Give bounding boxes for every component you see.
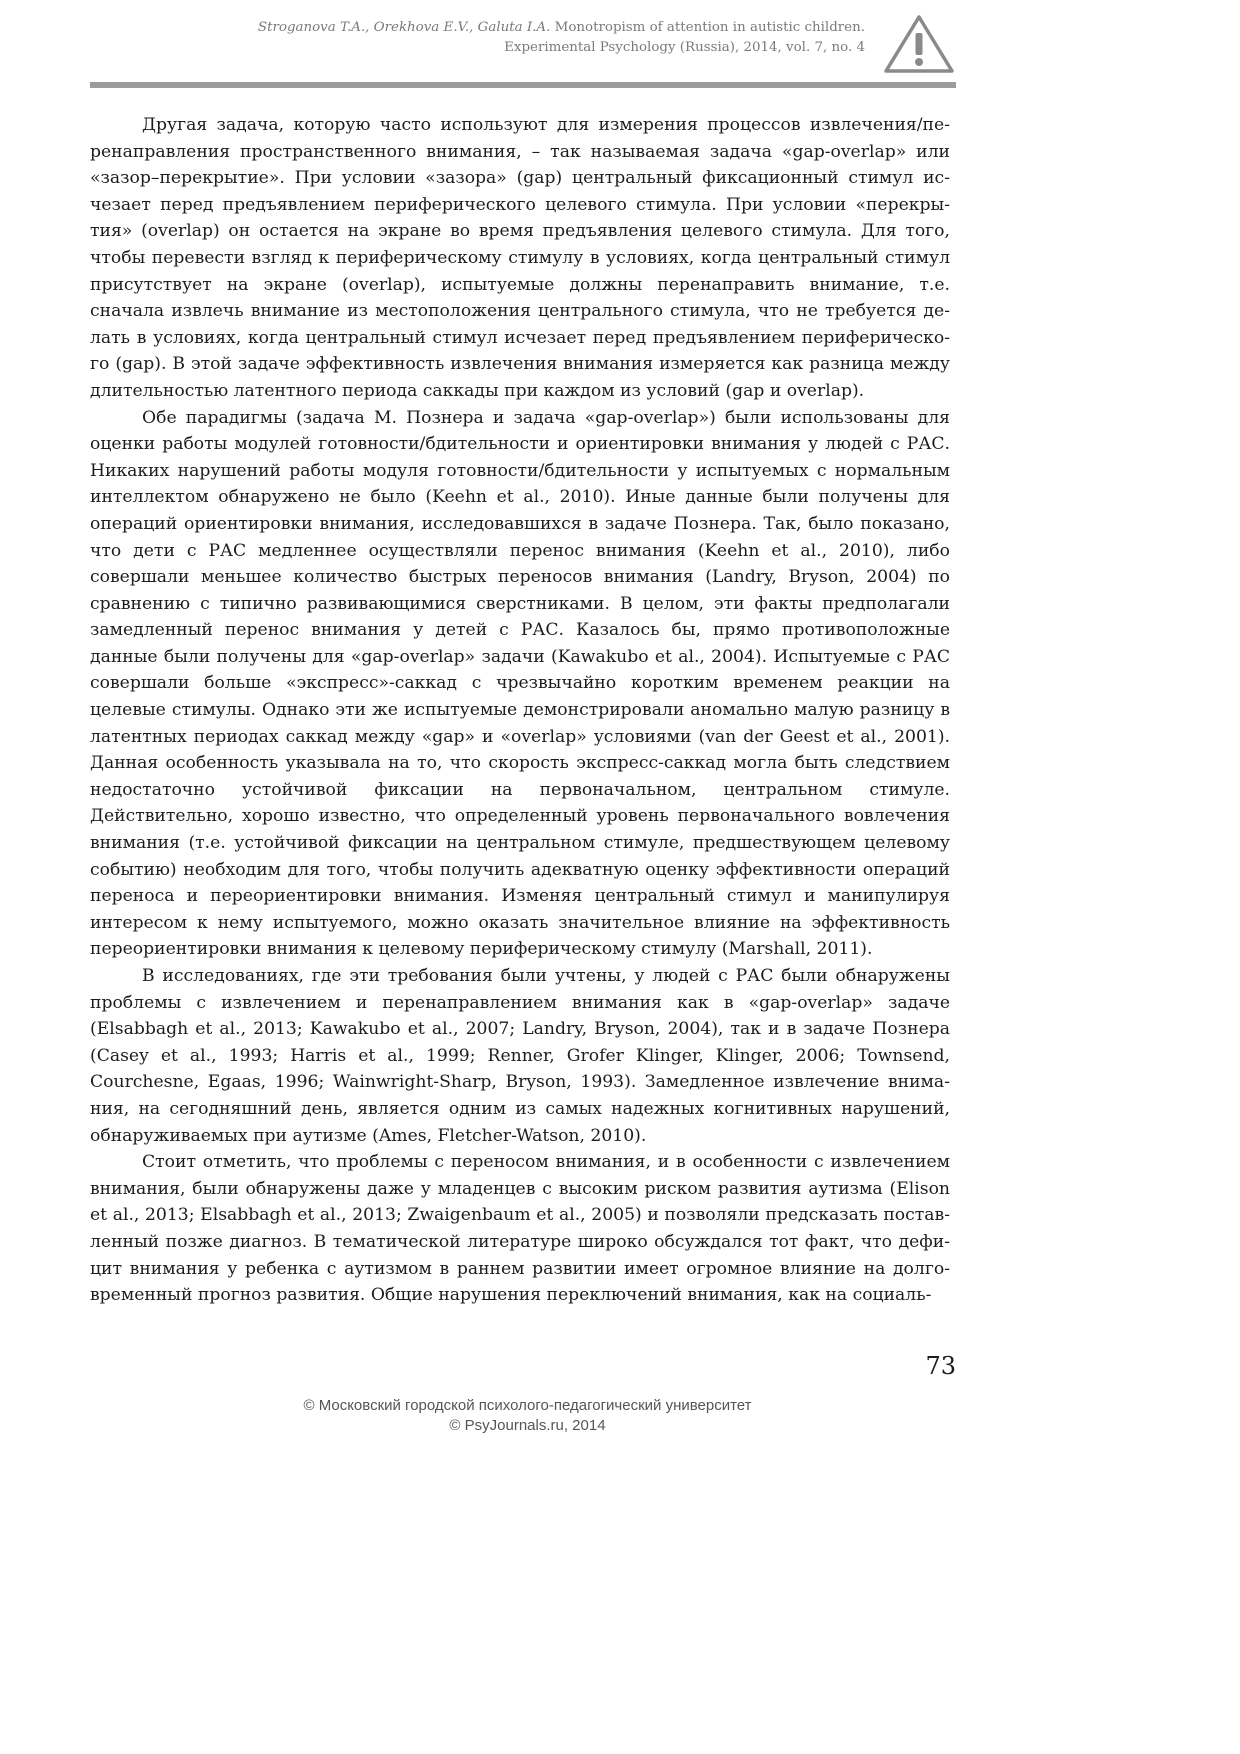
paragraph: Другая задача, которую часто используют для измерения процессов извлечения/перенаправления пространственного внимания, – так называемая задача «gap-overlap» или «зазор–перекрытие». При условии «зазора» (gap) центральный фиксационный стимул исчезает перед предъявлением периферического целевого стимула. При условии «перекрытия» (overlap) он остается на экране во время предъявления целевого стимула. Для того, чтобы перевести взгляд к периферическому стимулу в условиях, когда центральный стимул присутствует на экране (overlap), испытуемые должны перенаправить внимание, т.е. сначала извлечь внимание из местоположения центрального стимула, что не требуется делать в условиях, когда центральный стимул исчезает перед предъявлением периферического (gap). В этой задаче эффективность извлечения внимания измеряется как разница между длительностью латентного периода саккады при каждом из условий (gap и overlap). (90, 115, 950, 401)
article-body (90, 112, 950, 1309)
paragraph: В исследованиях, где эти требования были учтены, у людей с РАС были обнаружены проблемы с извлечением и перенаправлением внимания как в «gap-overlap» задаче (Elsabbagh et al., 2013; Kawakubo et al., 2007; Landry, Bryson, 2004), так и в задаче Познера (Casey et al., 1993; Harris et al., 1999; Renner, Grofer Klinger, Klinger, 2006; Townsend, Courchesne, Egaas, 1996; Wainwright-Sharp, Bryson, 1993). Замедленное извлечение внимания, на сегодняшний день, является одним из самых надежных когнитивных нарушений, обнаруживаемых при аутизме (Ames, Fletcher-Watson, 2010). (90, 966, 950, 1146)
page-number: 73 (925, 1352, 956, 1380)
header-rule (90, 82, 956, 88)
running-header-title: Monotropism of attention in autistic children. (554, 20, 865, 35)
copyright-footer (0, 1396, 1055, 1436)
running-header-authors: Stroganova T.A., Orekhova E.V., Galuta I.A. (257, 20, 551, 35)
running-header (90, 18, 865, 58)
footer-copyright-university: © Московский городской психолого-педагогический университет (303, 1397, 752, 1414)
paragraph: Стоит отметить, что проблемы с переносом внимания, и в особенности с извлечением внимания, были обнаружены даже у младенцев с высоким риском развития аутизма (Elison et al., 2013; Elsabbagh et al., 2013; Zwaigenbaum et al., 2005) и позволяли предсказать поставленный позже диагноз. В тематической литературе широко обсуждался тот факт, что дефицит внимания у ребенка с аутизмом в раннем развитии имеет огромное влияние на долговременный прогноз развития. Общие нарушения переключений внимания, как на социаль- (90, 1152, 950, 1306)
running-header-citation (90, 18, 865, 38)
footer-copyright-site: © PsyJournals.ru, 2014 (449, 1417, 606, 1434)
paragraph: Обе парадигмы (задача М. Познера и задача «gap-overlap») были использованы для оценки работы модулей готовности/бдительности и ориентировки внимания у людей с РАС. Никаких нарушений работы модуля готовности/бдительности у испытуемых с нормальным интеллектом обнаружено не было (Keehn et al., 2010). Иные данные были получены для операций ориентировки внимания, исследовавшихся в задаче Познера. Так, было показано, что дети с РАС медленнее осуществляли перенос внимания (Keehn et al., 2010), либо совершали меньшее количество быстрых переносов внимания (Landry, Bryson, 2004) по сравнению с типично развивающимися сверстниками. В целом, эти факты предполагали замедленный перенос внимания у детей с РАС. Казалось бы, прямо противоположные данные были получены для «gap-overlap» задачи (Kawakubo et al., 2004). Испытуемые с РАС совершали больше «экспресс»-саккад с чрезвычайно коротким временем реакции на целевые стимулы. Однако эти же испытуемые демонстрировали аномально малую разницу в латентных периодах саккад между «gap» и «overlap» условиями (van der Geest et al., 2001). Данная особенность указывала на то, что скорость экспресс-саккад могла быть следствием недостаточно устойчивой фиксации на первоначальном, центральном стимуле. Действительно, хорошо известно, что определенный уровень первоначального вовлечения внимания (т.е. устойчивой фиксации на центральном стимуле, предшествующем целевому событию) необходим для того, чтобы получить адекватную оценку эффективности операций переноса и переориентировки внимания. Изменяя центральный стимул и манипулируя интересом к нему испытуемого, можно оказать значительное влияние на эффективность переориентировки внимания к целевому периферическому стимулу (Marshall, 2011). (90, 407, 950, 960)
running-header-journal: Experimental Psychology (Russia), 2014, vol. 7, no. 4 (504, 40, 865, 55)
warning-triangle-icon (883, 14, 955, 74)
